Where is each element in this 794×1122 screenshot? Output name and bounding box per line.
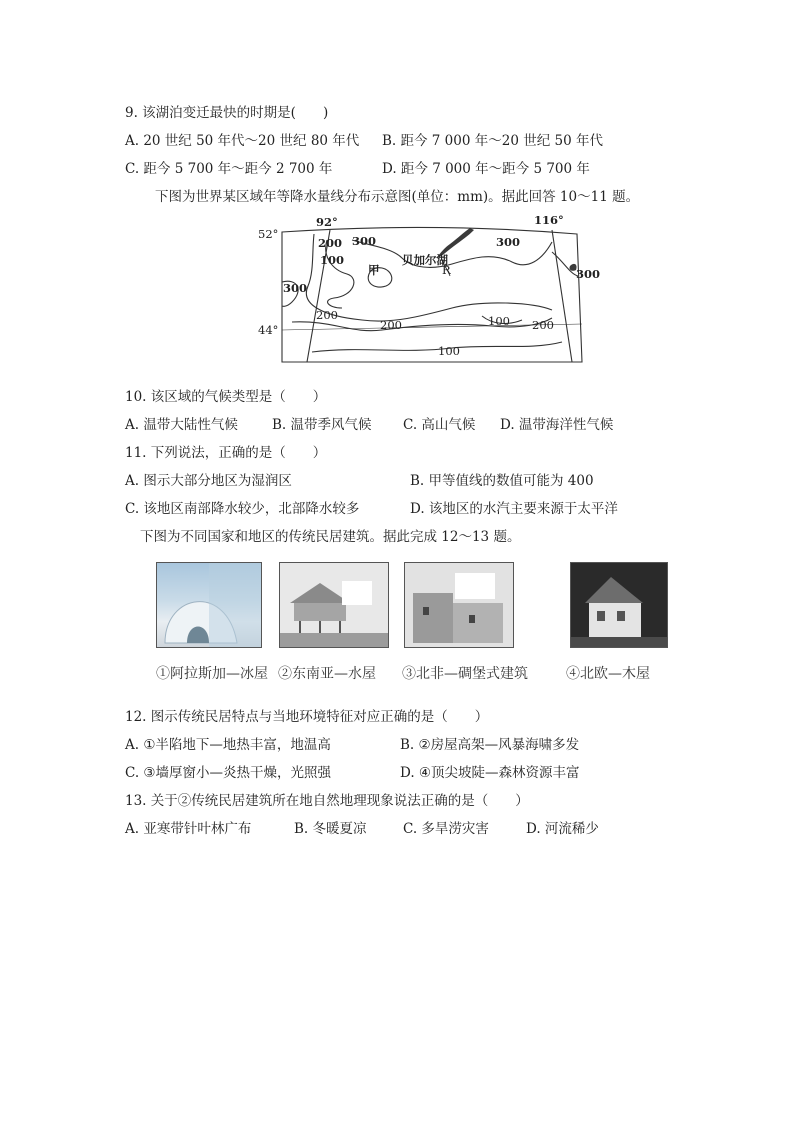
photos-intro: 下图为不同国家和地区的传统民居建筑。据此完成 12～13 题。 bbox=[140, 529, 521, 545]
q9-option-a: A. 20 世纪 50 年代～20 世纪 80 年代 bbox=[125, 133, 360, 149]
isoline-100-south bbox=[312, 342, 562, 352]
isoline-label-300-e: 300 bbox=[576, 267, 601, 281]
q12-option-d: D. ④顶尖坡陡—森林资源丰富 bbox=[400, 765, 580, 781]
lake-baikal-label: 贝加尔湖 bbox=[402, 253, 448, 267]
lon-92-label: 92° bbox=[316, 215, 338, 229]
precipitation-map bbox=[252, 212, 601, 372]
q12-option-a: A. ①半陷地下—地热丰富，地温高 bbox=[125, 737, 331, 753]
isoline-label-300-w: 300 bbox=[283, 281, 308, 295]
photo-fortress-building bbox=[404, 562, 514, 648]
photo-igloo bbox=[156, 562, 262, 648]
q12-option-b: B. ②房屋高架—风暴海啸多发 bbox=[400, 737, 580, 753]
photo-wooden-house bbox=[570, 562, 668, 648]
q10-stem: 10. 该区域的气候类型是（ ） bbox=[125, 389, 327, 405]
q13-option-c: C. 多旱涝灾害 bbox=[403, 821, 489, 837]
q13-stem: 13. 关于②传统民居建筑所在地自然地理现象说法正确的是（ ） bbox=[125, 793, 529, 809]
q10-option-c: C. 高山气候 bbox=[403, 417, 476, 433]
q11-option-b: B. 甲等值线的数值可能为 400 bbox=[410, 473, 594, 489]
q10-option-d: D. 温带海洋性气候 bbox=[500, 417, 614, 433]
q9-option-d: D. 距今 7 000 年～距今 5 700 年 bbox=[382, 161, 590, 177]
q13-option-b: B. 冬暖夏凉 bbox=[294, 821, 367, 837]
caption-wooden-house: ④北欧—木屋 bbox=[566, 666, 650, 682]
isoline-label-100-w: 100 bbox=[320, 253, 345, 267]
isoline-label-100-s: 100 bbox=[438, 344, 460, 358]
lat-52-label: 52° bbox=[258, 227, 279, 241]
q13-option-d: D. 河流稀少 bbox=[526, 821, 599, 837]
isoline-label-300-ne: 300 bbox=[496, 235, 521, 249]
isoline-label-100-se: 100 bbox=[488, 314, 510, 328]
isoline-100-west bbox=[326, 240, 354, 308]
q11-stem: 11. 下列说法，正确的是（ ） bbox=[125, 445, 327, 461]
isoline-label-300-n: 300 bbox=[352, 234, 377, 248]
q10-option-a: A. 温带大陆性气候 bbox=[125, 417, 238, 433]
caption-fortress: ③北非—碉堡式建筑 bbox=[402, 666, 528, 682]
q13-option-a: A. 亚寒带针叶林广布 bbox=[125, 821, 252, 837]
q11-option-c: C. 该地区南部降水较少，北部降水较多 bbox=[125, 501, 360, 517]
lon-116-label: 116° bbox=[534, 213, 564, 227]
photo-water-house bbox=[279, 562, 389, 648]
isoline-label-200-s: 200 bbox=[380, 318, 402, 332]
map-intro: 下图为世界某区域年等降水量线分布示意图(单位：mm)。据此回答 10～11 题。 bbox=[155, 189, 640, 205]
q11-option-d: D. 该地区的水汽主要来源于太平洋 bbox=[410, 501, 618, 517]
river-r-label: R bbox=[442, 263, 451, 277]
q12-option-c: C. ③墙厚窗小—炎热干燥，光照强 bbox=[125, 765, 332, 781]
q10-option-b: B. 温带季风气候 bbox=[272, 417, 372, 433]
q9-stem: 9. 该湖泊变迁最快的时期是( ) bbox=[125, 105, 329, 121]
caption-igloo: ①阿拉斯加—冰屋 bbox=[156, 666, 268, 682]
isoline-label-200-sw: 200 bbox=[316, 308, 338, 322]
q9-option-b: B. 距今 7 000 年～20 世纪 50 年代 bbox=[382, 133, 603, 149]
isoline-label-200-se: 200 bbox=[532, 318, 554, 332]
caption-water-house: ②东南亚—水屋 bbox=[278, 666, 376, 682]
lat-44-label: 44° bbox=[258, 323, 279, 337]
jia-label: 甲 bbox=[368, 263, 380, 277]
q11-option-a: A. 图示大部分地区为湿润区 bbox=[125, 473, 292, 489]
q9-option-c: C. 距今 5 700 年～距今 2 700 年 bbox=[125, 161, 333, 177]
isoline-label-200-nw: 200 bbox=[318, 236, 343, 250]
q12-stem: 12. 图示传统民居特点与当地环境特征对应正确的是（ ） bbox=[125, 709, 489, 725]
